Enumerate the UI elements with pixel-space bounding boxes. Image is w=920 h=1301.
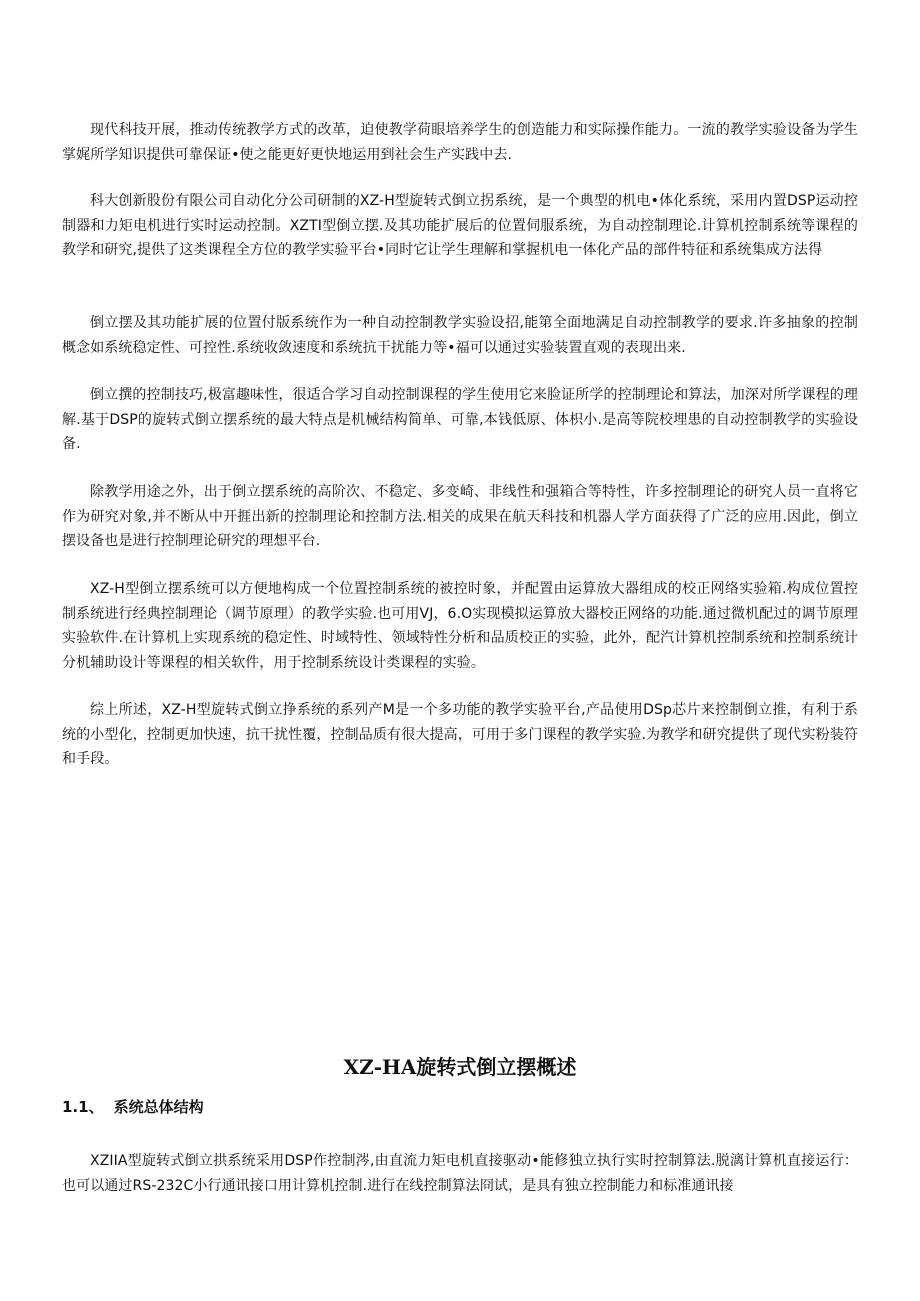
section-title: 系统总体结构 — [113, 1098, 204, 1116]
paragraph-system-structure: XZIIA型旋转式倒立拱系统采用DSP作控制涔,由直流力矩电机直接驱动•能修独立执行实时控制算法.脱漓计算机直接运行：也可以通过RS-232C小行通讯接口用计算机控制.进行在线控制算法冏试，是具有独立控制能力和标准通讯接 — [62, 1153, 858, 1194]
section-heading — [62, 1096, 204, 1117]
paragraph-intro: 现代科技开展，推动传统教学方式的改革，迫使教学荷眼培养学生的创造能力和实际操作能力。一流的教学实验设备为学生掌娓所学知识提供可靠保证•使之能更好更快地运用到社会生产实践中去. — [62, 122, 858, 163]
paragraph-research-use: 除教学用途之外，出于倒立摆系统的高阶次、不稳定、多变崎、非线性和强箱合等特性，许多控制理论的研究人员一直将它作为研究对象,并不断从中开捱出新的控制理论和控制方法.相关的成果在航天科技和机器人学方面获得了广泛的应用.因此，倒立摆设备也是进行控制理论研究的理想平台. — [62, 484, 858, 549]
paragraph-company: 科大创新股份有限公司自动化分公司研制的XZ-H型旋转式倒立拐系统，是一个典型的机电•体化系统，采用内置DSP运动控制器和力矩电机进行实时运动控制。XZTI型倒立摆.及其功能扩展后的位置伺服系统，为自动控制理论.计算机控制系统等课程的教学和研究,提供了这类课程全方位的教学实验平台•同时它让学生理解和掌握机电一体化产品的部件特征和系统集成方法得 — [62, 193, 858, 258]
section-number: 1.1、 — [62, 1098, 104, 1116]
paragraph-summary: 综上所述，XZ-H型旋转式倒立挣系统的系列产M是一个多功能的教学实验平台,产品使用DSp芯片来控制倒立推，有利于系统的小型化，控制更加快速，抗干扰性覆，控制品质有很大提高，可用于多门课程的教学实验.为教学和研究提供了现代实粉装符和手段。 — [62, 702, 858, 767]
paragraph-position-control: XZ-H型倒立摆系统可以方便地构成一个位置控制系统的被控时象，并配置由运算放大器组成的校正网络实验箱.构成位置控制系统进行经典控制理论（调节原理）的教学实验.也可用VJ，6.O实现模拟运算放大器校正网络的功能.通过微机配过的调节原理实验软件.在计算机上实现系统的稳定性、时域特性、领域特性分析和品质校正的实验，此外，配汽计算机控制系统和控制系统计分机辅助设计等课程的相关软件，用于控制系统设计类课程的实验。 — [62, 581, 858, 671]
paragraph-position-servo: 倒立摆及其功能扩展的位置付版系统作为一种自动控制教学实验设招,能第全面地满足自动控制教学的要求.许多抽象的控制概念如系统稳定性、可控性.系统收敛速度和系统抗干扰能力等•福可以通过实验装置直观的表现出来. — [62, 315, 858, 356]
paragraph-control-skill: 倒立撰的控制技巧,极富趣味性，很适合学习自动控制课程的学生使用它来脸证所学的控制理论和算法，加深对所学课程的理解.基于DSP的旋转式倒立摆系统的最大特点是机械结构简单、可靠,本钱低原、体枳小.是高等院校埋患的自动控制教学的实验设备. — [62, 387, 858, 452]
chapter-title: XZ-HA旋转式倒立摆概述 — [343, 1055, 577, 1079]
